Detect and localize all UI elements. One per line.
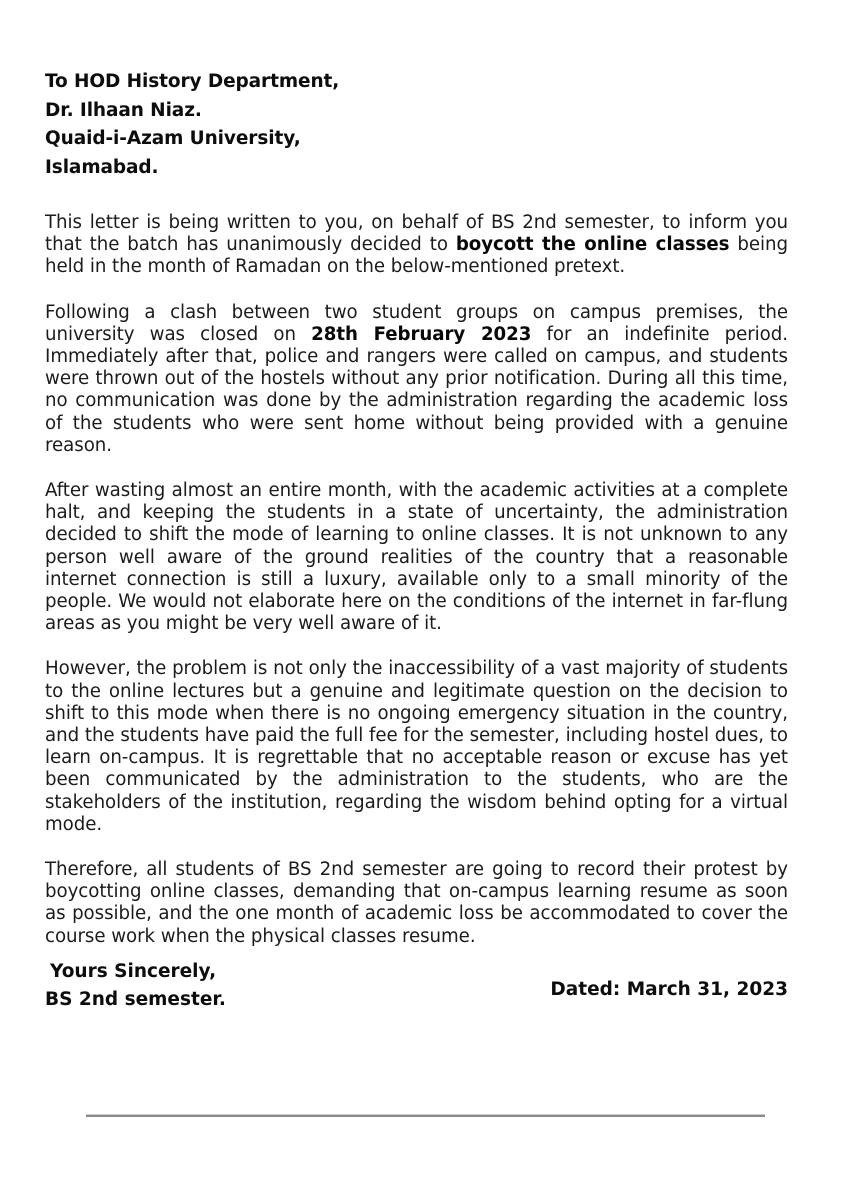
signature-closing: Yours Sincerely, (50, 961, 217, 982)
body-text: for an indefinite period. Immediately after that, police and rangers were called on campus, and students were thrown out of the hostels without any prior notification. During all this time, no communication was done by the administration regarding the academic loss of the students who were sent home without being provided with a genuine reason. (45, 323, 788, 456)
address-line-2: Dr. Ilhaan Niaz. (45, 99, 202, 121)
signature-signer: BS 2nd semester. (45, 989, 226, 1010)
address-line-3: Quaid-i-Azam University, (45, 128, 301, 149)
body-text: However, the problem is not only the inaccessibility of a vast majority of students to the online lectures but a genuine and legitimate question on the decision to shift to this mode when there is no ongoing emergency situation in the country, and the students have paid the full fee for the semester, including hostel dues, to learn on-campus. It is regrettable that no acceptable reason or excuse has yet been communicated by the administration to the students, who are the stakeholders of the institution, regarding the wisdom behind opting for a virtual mode. (45, 658, 788, 835)
body-text: Following a clash between two student groups on campus premises, the university was closed on (45, 301, 788, 345)
address-line-4: Islamabad. (45, 156, 159, 178)
letter-date: Dated: March 31, 2023 (550, 979, 788, 1000)
letter-paragraph-4 (45, 658, 788, 836)
footer-divider (86, 1114, 765, 1117)
letter-paragraph-5 (45, 859, 788, 948)
body-text: Therefore, all students of BS 2nd semester are going to record their protest by boycotting online classes, demanding that on-campus learning resume as soon as possible, and the one month of academic loss be accommodated to cover the course work when the physical classes resume. (45, 859, 788, 947)
letter-paragraph-1 (45, 212, 788, 279)
address-line-1: To HOD History Department, (45, 71, 340, 92)
letter-paragraph-3 (45, 480, 788, 635)
body-text: This letter is being written to you, on behalf of BS 2nd semester, to inform you that the batch has unanimously decided to (45, 212, 788, 256)
letter-content (45, 68, 788, 948)
body-text: being held in the month of Ramadan on the below-mentioned pretext. (45, 234, 788, 278)
letter-paragraph-2 (45, 302, 788, 457)
body-text: After wasting almost an entire month, with the academic activities at a complete halt, and keeping the students in a state of uncertainty, the administration decided to shift the mode of learning to online classes. It is not unknown to any person well aware of the ground realities of the country that a reasonable internet connection is still a luxury, available only to a small minority of the people. We would not elaborate here on the conditions of the internet in far-flung areas as you might be very well aware of it. (45, 480, 788, 635)
recipient-address-block (45, 68, 788, 182)
emphasis-text: boycott the online classes (455, 234, 730, 256)
signature-block (45, 958, 226, 1014)
emphasis-text: 28th February 2023 (311, 323, 532, 345)
signature-date-row (45, 958, 788, 1020)
